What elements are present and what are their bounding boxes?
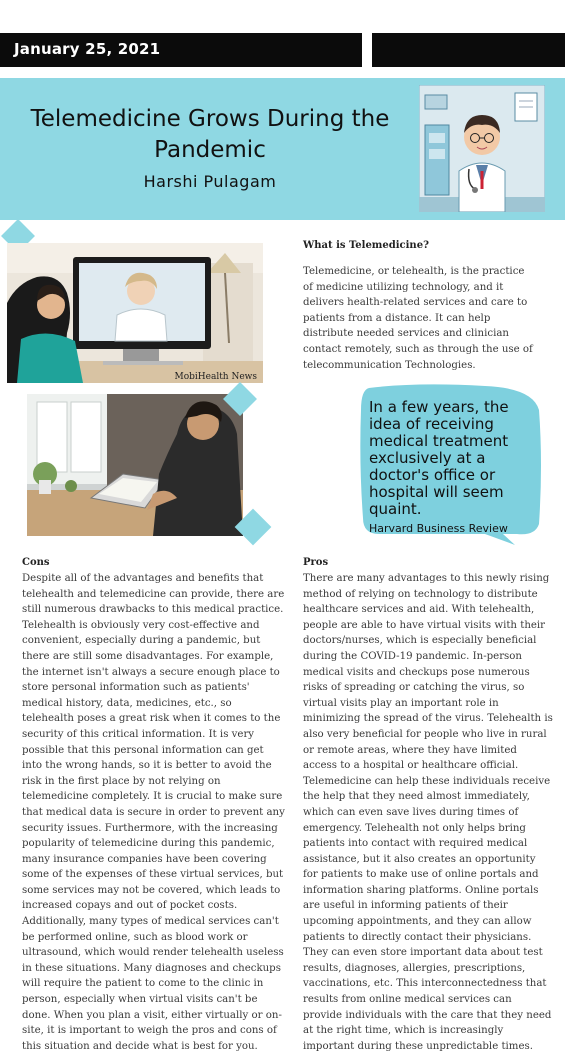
laptop-photo xyxy=(27,394,243,536)
header-bar-right xyxy=(372,33,565,67)
author-name: Harshi Pulagam xyxy=(143,172,277,191)
doctor-illustration xyxy=(419,85,545,212)
what-is-text: Telemedicine, or telehealth, is the practice of medicine utilizing technology, and it delivers health-related services and care to patients from a distance. It can help distribute needed services and clinician contact remotely, such as through the use of telecommunication Technologies. xyxy=(303,266,533,371)
cons-heading: Cons xyxy=(22,557,50,568)
quote-text: In a few years, the idea of receiving medical treatment exclusively at a doctor's office or hospital will seem quaint. xyxy=(369,398,509,518)
what-is-heading: What is Telemedicine? xyxy=(303,240,429,251)
quote-source: Harvard Business Review xyxy=(369,522,508,535)
video-call-photo xyxy=(7,243,263,383)
photo-caption: MobiHealth News xyxy=(174,372,257,382)
pros-text: There are many advantages to this newly rising method of relying on technology to distribute healthcare services and aid. With telehealth, people are able to have virtual visits with their doctors/nurses, which is especially beneficial during the COVID-19 pandemic. In-person medical visits and checkups pose numerous risks of spreading or catching the virus, so virtual visits play an important role in minimizing the spread of the virus. Telehealth is also very beneficial for people who live in rural or remote areas, where they have limited access to a hospital or healthcare official. Telemedicine can help these individuals receive the help that they need almost immediately, which can even save lives during times of emergency. Telehealth not only helps bring patients into contact with required medical assistance, but it also creates an opportunity for patients to make use of online portals and information sharing platforms. Online portals are useful in informing patients of their upcoming appointments, and they can allow patients to directly contact their physicians. They can even store important data about test results, diagnoses, allergies, prescriptions, vaccinations, etc. This interconnectedness that results from online medical services can provide individuals with the care that they need at the right time, which is increasingly important during these unpredictable times. xyxy=(303,573,553,1052)
page-title: Telemedicine Grows During the Pandemic xyxy=(30,106,390,163)
cons-text: Despite all of the advantages and benefits that telehealth and telemedicine can provide, there are still numerous drawbacks to this medical practice. Telehealth is obviously very cost-effective and convenient, especially during a pandemic, but there are still some disadvantages. For example, the internet isn't always a secure enough place to store personal information such as patients' medical history, data, medicines, etc., so telehealth poses a great risk when it comes to the security of this critical information. It is very possible that this personal information can get into the wrong hands, so it is better to avoid the risk in the first place by not relying on telemedicine completely. It is crucial to make sure that medical data is secure in order to prevent any security issues. Furthermore, with the increasing popularity of telemedicine during this pandemic, many insurance companies have been covering some of the expenses of these virtual services, but some services may not be covered, which leads to increased copays and out of pocket costs. Additionally, many types of medical services can't be performed online, such as blood work or ultrasound, which would render telehealth useless in these situations. Many diagnoses and checkups will require the patient to come to the clinic in person, especially when virtual visits can't be done. When you plan a visit, either virtually or on-site, it is important to weigh the pros and cons of this situation and decide what is best for you. xyxy=(22,573,285,1052)
date-text: January 25, 2021 xyxy=(14,40,161,58)
pros-heading: Pros xyxy=(303,557,329,568)
date-bar xyxy=(0,33,362,67)
